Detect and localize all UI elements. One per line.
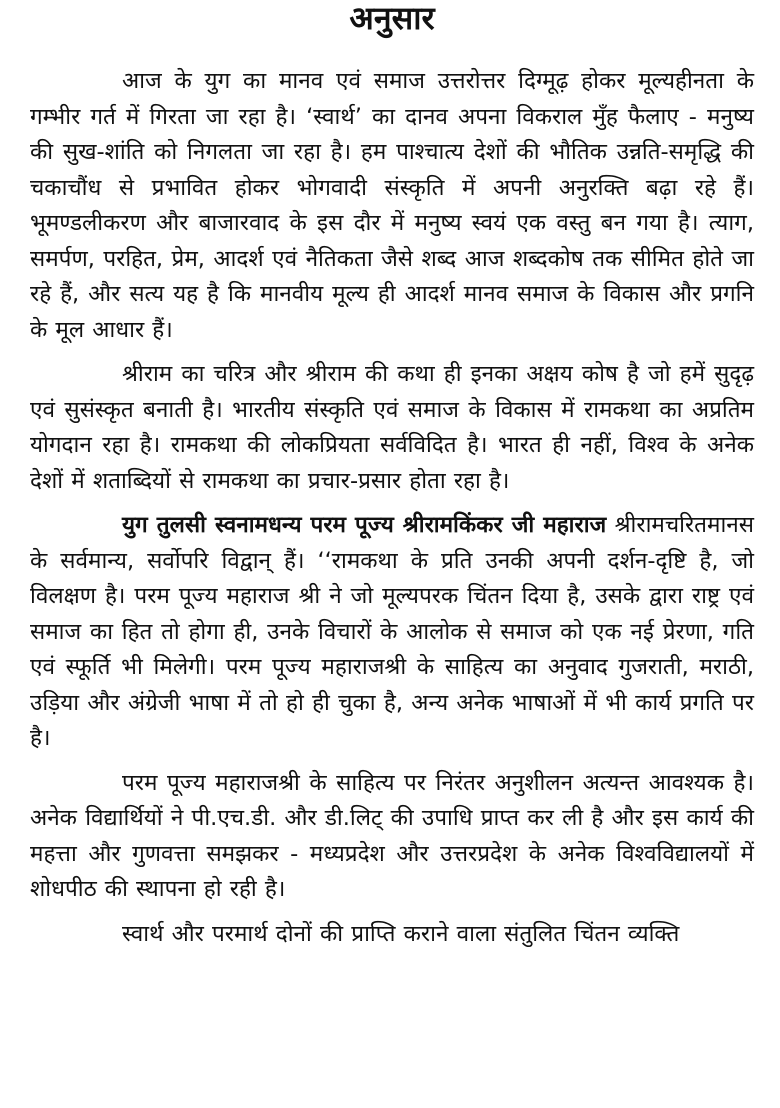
paragraph-3-text: श्रीरामचरितमानस के सर्वमान्य, सर्वोपरि विद्वान् हैं। ‘‘रामकथा के प्रति उनकी अपनी दर्शन-दृष्टि है, जो विलक्षण है। परम पूज्य महाराज श्री ने जो मूल्यपरक चिंतन दिया है, उसके द्वारा राष्ट्र एवं समाज का हित तो होगा ही, उनके विचारों के आलोक से समाज को एक नई प्रेरणा, गति एवं स्फूर्ति भी मिलेगी। परम पूज्य महाराजश्री के साहित्य का अनुवाद गुजराती, मराठी, उड़िया और अंग्रेजी भाषा में तो हो ही चुका है, अन्य अनेक भाषाओं में भी कार्य प्रगति पर है। bbox=[30, 512, 754, 751]
paragraph-5-text: स्वार्थ और परमार्थ दोनों की प्राप्ति कराने वाला संतुलित चिंतन व्यक्ति bbox=[122, 920, 680, 947]
paragraph-4-text: परम पूज्य महाराजश्री के साहित्य पर निरंतर अनुशीलन अत्यन्त आवश्यक है। अनेक विद्यार्थियों ने पी.एच.डी. और डी.लिट् की उपाधि प्राप्त कर ली है और इस कार्य की महत्ता और गुणवत्ता समझकर - मध्यप्रदेश और उत्तरप्रदेश के अनेक विश्वविद्यालयों में शोधपीठ की स्थापना हो रही है। bbox=[30, 769, 754, 902]
paragraph-1 bbox=[30, 64, 754, 348]
paragraph-1-text: आज के युग का मानव एवं समाज उत्तरोत्तर दिग्मूढ़ होकर मूल्यहीनता के गम्भीर गर्त में गिरता जा रहा है। ‘स्वार्थ’ का दानव अपना विकराल मुँह फैलाए - मनुष्य की सुख-शांति को निगलता जा रहा है। हम पाश्चात्य देशों की भौतिक उन्नति-समृद्धि की चकाचौंध से प्रभावित होकर भोगवादी संस्कृति में अपनी अनुरक्ति बढ़ा रहे हैं। भूमण्डलीकरण और बाजारवाद के इस दौर में मनुष्य स्वयं एक वस्तु बन गया है। त्याग, समर्पण, परहित, प्रेम, आदर्श एवं नैतिकता जैसे शब्द आज शब्दकोष तक सीमित होते जा रहे हैं, और सत्य यह है कि मानवीय मूल्य ही आदर्श मानव समाज के विकास और प्रगनि के मूल आधार हैं। bbox=[30, 68, 754, 343]
paragraph-5 bbox=[30, 917, 754, 953]
paragraph-4 bbox=[30, 766, 754, 908]
paragraph-2-text: श्रीराम का चरित्र और श्रीराम की कथा ही इनका अक्षय कोष है जो हमें सुदृढ़ एवं सुसंस्कृत बनाती है। भारतीय संस्कृति एवं समाज के विकास में रामकथा का अप्रतिम योगदान रहा है। रामकथा की लोकप्रियता सर्वविदित है। भारत ही नहीं, विश्व के अनेक देशों में शताब्दियों से रामकथा का प्रचार-प्रसार होता रहा है। bbox=[30, 361, 754, 494]
page-title: अनुसार bbox=[349, 0, 435, 37]
paragraph-2 bbox=[30, 357, 754, 499]
paragraph-3 bbox=[30, 508, 754, 757]
paragraph-3-lead: युग तुलसी स्वनामधन्य परम पूज्य श्रीरामकिंकर जी महाराज bbox=[122, 512, 607, 538]
